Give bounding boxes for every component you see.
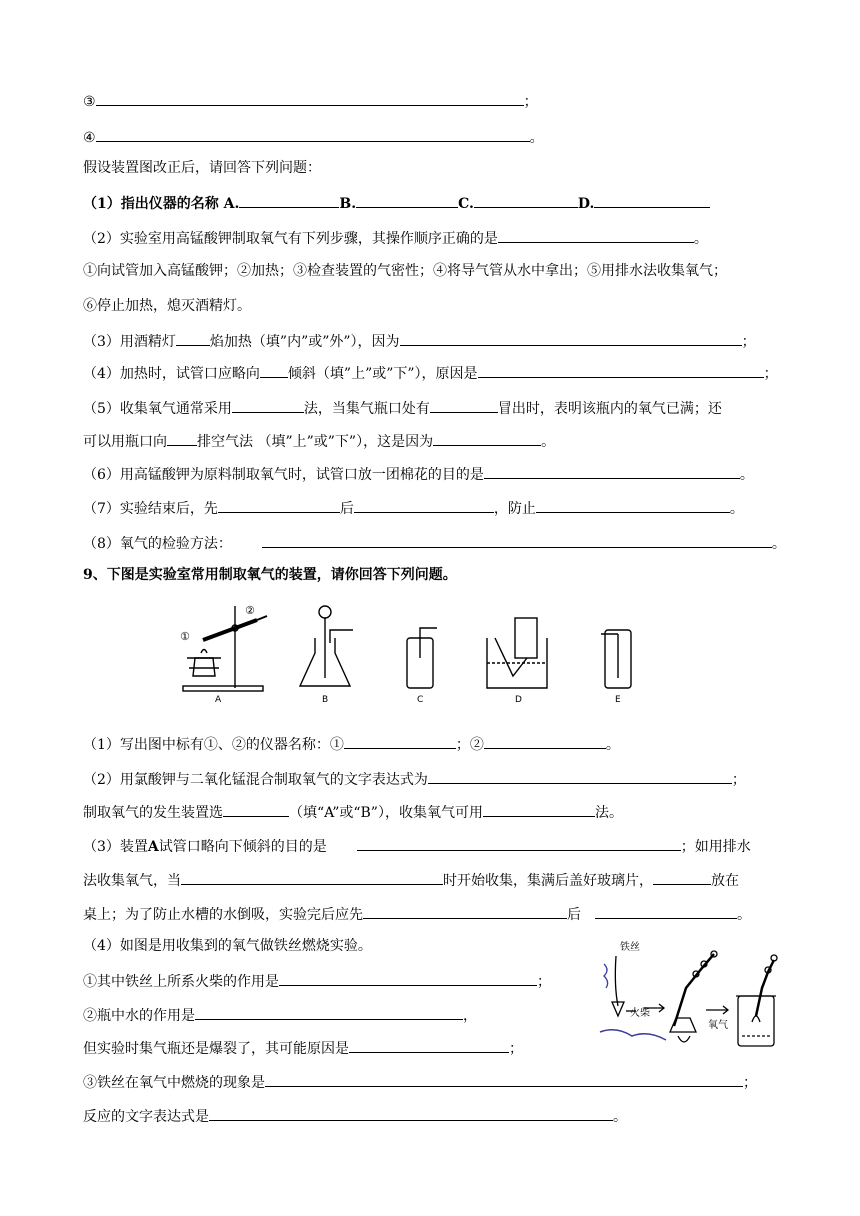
delivery-tube [257, 616, 267, 620]
q9-3-f: 放在 [711, 873, 739, 889]
q1-text: 指出仪器的名称 [120, 196, 219, 212]
answer-blank[interactable] [223, 801, 289, 817]
fig-label-e: E [615, 695, 621, 705]
q9-3-b: 试管口略向下倾斜的目的是 [158, 839, 327, 855]
apparatus-figure [175, 598, 645, 706]
answer-blank[interactable] [96, 90, 524, 106]
answer-blank[interactable] [349, 1037, 509, 1053]
answer-blank[interactable] [474, 192, 578, 208]
iron-wire-icon [615, 956, 618, 1006]
punct: ； [763, 366, 778, 382]
answer-blank[interactable] [232, 397, 304, 413]
q3-a: （3）用酒精灯 [83, 334, 176, 350]
answer-blank[interactable] [195, 1004, 463, 1020]
test-tube [203, 620, 257, 640]
mark-2: ② [245, 604, 255, 617]
answer-blank[interactable] [400, 330, 742, 346]
answer-blank[interactable] [181, 869, 443, 885]
punct: 。 [739, 467, 754, 483]
item-4-marker: ④ [83, 130, 96, 146]
iron-stand-base [183, 686, 263, 691]
fig-label-a: A [215, 695, 222, 705]
q9-3-d: 法收集氧气，当 [83, 873, 181, 889]
flame [201, 650, 207, 654]
arrow-icon [706, 1006, 728, 1014]
q7-line [83, 497, 744, 519]
q3-line [83, 330, 756, 352]
q9-2-b: 制取氧气的发生装置选 [83, 805, 223, 821]
q9-4-line: （4）如图是用收集到的氧气做铁丝燃烧实验。 [83, 938, 372, 954]
handwriting-scribble [600, 1030, 666, 1040]
q9-3-g: 桌上；为了防止水槽的水倒吸，实验完后应先 [83, 907, 363, 923]
q1-line [83, 192, 710, 214]
q1-c: C. [458, 196, 474, 212]
answer-blank[interactable] [430, 397, 498, 413]
q9-4-d: ③铁丝在氧气中燃烧的现象是 [83, 1075, 265, 1091]
answer-blank[interactable] [483, 801, 595, 817]
mark-1: ① [180, 630, 190, 643]
q9-1-a: （1）写出图中标有①、②的仪器名称：① [83, 737, 344, 753]
intro-text: 假设装置图改正后，请回答下列问题： [83, 160, 321, 176]
iron-wire-figure [596, 936, 786, 1060]
q9-4-c-line [83, 1037, 523, 1059]
answer-blank[interactable] [484, 463, 740, 479]
q9-2-line-1 [83, 768, 746, 790]
q5-e: 排空气法 （填”上”或”下”），这是因为 [197, 434, 434, 450]
q7-a: （7）实验结束后，先 [83, 501, 218, 517]
fig-label-d: D [515, 695, 522, 705]
punct: 。 [737, 907, 751, 923]
answer-blank[interactable] [167, 430, 197, 446]
q7-c: ，防止 [493, 501, 536, 517]
label-yangqi: 氧气 [708, 1020, 728, 1031]
q9-3-line-2 [83, 869, 739, 891]
q9-4-b-line: ②瓶中水的作用是 ， [83, 1004, 477, 1026]
punct: ； [509, 1041, 523, 1057]
answer-blank[interactable] [262, 532, 772, 548]
answer-blank[interactable] [96, 126, 530, 142]
answer-blank[interactable] [265, 1071, 743, 1087]
answer-blank[interactable] [478, 362, 764, 378]
q9-3-line-3 [83, 903, 751, 925]
funnel-top [319, 606, 331, 618]
q9-3-h: 后 [567, 907, 581, 923]
q9-4-e: 反应的文字表达式是 [83, 1109, 209, 1125]
q9-2-line-2 [83, 801, 623, 823]
q9-4-d-line [83, 1071, 757, 1093]
answer-blank[interactable] [354, 497, 494, 513]
q1-num: （1） [83, 196, 121, 212]
q2-steps-2: ⑥停止加热，熄灭酒精灯。 [83, 298, 251, 314]
item-3-marker: ③ [83, 94, 96, 110]
q9-1-b: ；② [455, 737, 484, 753]
q5-line-2 [83, 430, 555, 452]
punct: 。 [693, 231, 708, 247]
fig-label-b: B [322, 695, 329, 705]
q9-2-d: 法。 [594, 805, 623, 821]
q2-steps-1: ①向试管加入高锰酸钾；②加热；③检查装置的气密性；④将导气管从水中拿出；⑤用排水法收集氧气； [83, 263, 727, 279]
answer-blank[interactable] [357, 835, 681, 851]
answer-blank[interactable] [356, 192, 458, 208]
q9-2-c: （填“A”或“B”），收集氧气可用 [289, 805, 483, 821]
answer-blank[interactable] [363, 903, 567, 919]
q1-d: D. [577, 196, 595, 212]
punct: 。 [529, 130, 544, 146]
q2-line [83, 227, 708, 249]
q9-1-line [83, 733, 620, 755]
answer-blank[interactable] [594, 192, 710, 208]
q9-4-a-line [83, 970, 551, 992]
item-4-line [83, 126, 544, 148]
q9-3-line-1 [83, 835, 751, 857]
punct: 。 [541, 434, 556, 450]
q1-a: A. [223, 196, 240, 212]
q4-a: （4）加热时，试管口应略向 [83, 366, 260, 382]
q8-line [83, 532, 786, 554]
label-tiesi: 铁丝 [620, 942, 640, 953]
answer-blank[interactable] [433, 430, 541, 446]
q6-line [83, 463, 754, 485]
q9-2-a: （2）用氯酸钾与二氧化锰混合制取氧气的文字表达式为 [83, 772, 428, 788]
q1-b: B. [339, 196, 357, 212]
q9-3-c: ；如用排水 [680, 839, 751, 855]
item-3-line [83, 90, 538, 112]
q9-4-b: ②瓶中水的作用是 [83, 1008, 195, 1024]
q5-line-1 [83, 397, 722, 419]
punct: ； [743, 1075, 757, 1091]
answer-blank[interactable] [653, 869, 711, 885]
answer-blank[interactable] [428, 768, 732, 784]
punct: ； [537, 974, 551, 990]
punct: 。 [729, 501, 744, 517]
punct: ； [523, 94, 538, 110]
punct: ； [741, 334, 756, 350]
q5-c: 冒出时，表明该瓶内的氧气已满；还 [497, 401, 722, 417]
q3-b: 焰加热（填”内”或”外”），因为 [209, 334, 400, 350]
answer-blank[interactable] [260, 362, 288, 378]
fig-label-c: C [417, 695, 424, 705]
gas-bottle-icon [738, 996, 774, 1046]
q9-3-e: 时开始收集，集满后盖好玻璃片， [443, 873, 653, 889]
answer-blank[interactable] [484, 733, 606, 749]
q5-d: 可以用瓶口向 [83, 434, 167, 450]
answer-blank[interactable] [595, 903, 737, 919]
q5-b: 法，当集气瓶口处有 [303, 401, 430, 417]
handwriting-scribble [604, 964, 608, 988]
answer-blank[interactable] [344, 733, 456, 749]
punct: ； [731, 772, 746, 788]
q5-a: （5）收集氧气通常采用 [83, 401, 232, 417]
answer-blank[interactable] [218, 497, 340, 513]
alcohol-lamp [193, 658, 215, 676]
punct: 。 [771, 536, 786, 552]
answer-blank[interactable] [239, 192, 339, 208]
q8-a: （8）氧气的检验方法： [83, 536, 232, 552]
answer-blank[interactable] [498, 227, 694, 243]
q9-3-a: （3）装置 [83, 839, 148, 855]
gas-bottle-d [515, 618, 537, 658]
q9-title: 9、下图是实验室常用制取氧气的装置，请你回答下列问题。 [83, 567, 457, 583]
answer-blank[interactable] [209, 1105, 613, 1121]
q9-4-c: 但实验时集气瓶还是爆裂了，其可能原因是 [83, 1041, 349, 1057]
answer-blank[interactable] [279, 970, 537, 986]
label-huochai: 火柴 [630, 1008, 650, 1019]
q6-a: （6）用高锰酸钾为原料制取氧气时，试管口放一团棉花的目的是 [83, 467, 484, 483]
q7-b: 后 [339, 501, 354, 517]
q4-b: 倾斜（填”上”或”下”），原因是 [287, 366, 478, 382]
q4-line [83, 362, 778, 384]
answer-blank[interactable] [176, 330, 210, 346]
answer-blank[interactable] [536, 497, 730, 513]
q2-text: （2）实验室用高锰酸钾制取氧气有下列步骤，其操作顺序正确的是 [83, 231, 498, 247]
q9-3-a-bold: A [147, 839, 159, 855]
q9-4-a: ①其中铁丝上所系火柴的作用是 [83, 974, 279, 990]
punct: 。 [613, 1109, 627, 1125]
punct: 。 [605, 737, 620, 753]
q9-4-e-line [83, 1105, 627, 1127]
